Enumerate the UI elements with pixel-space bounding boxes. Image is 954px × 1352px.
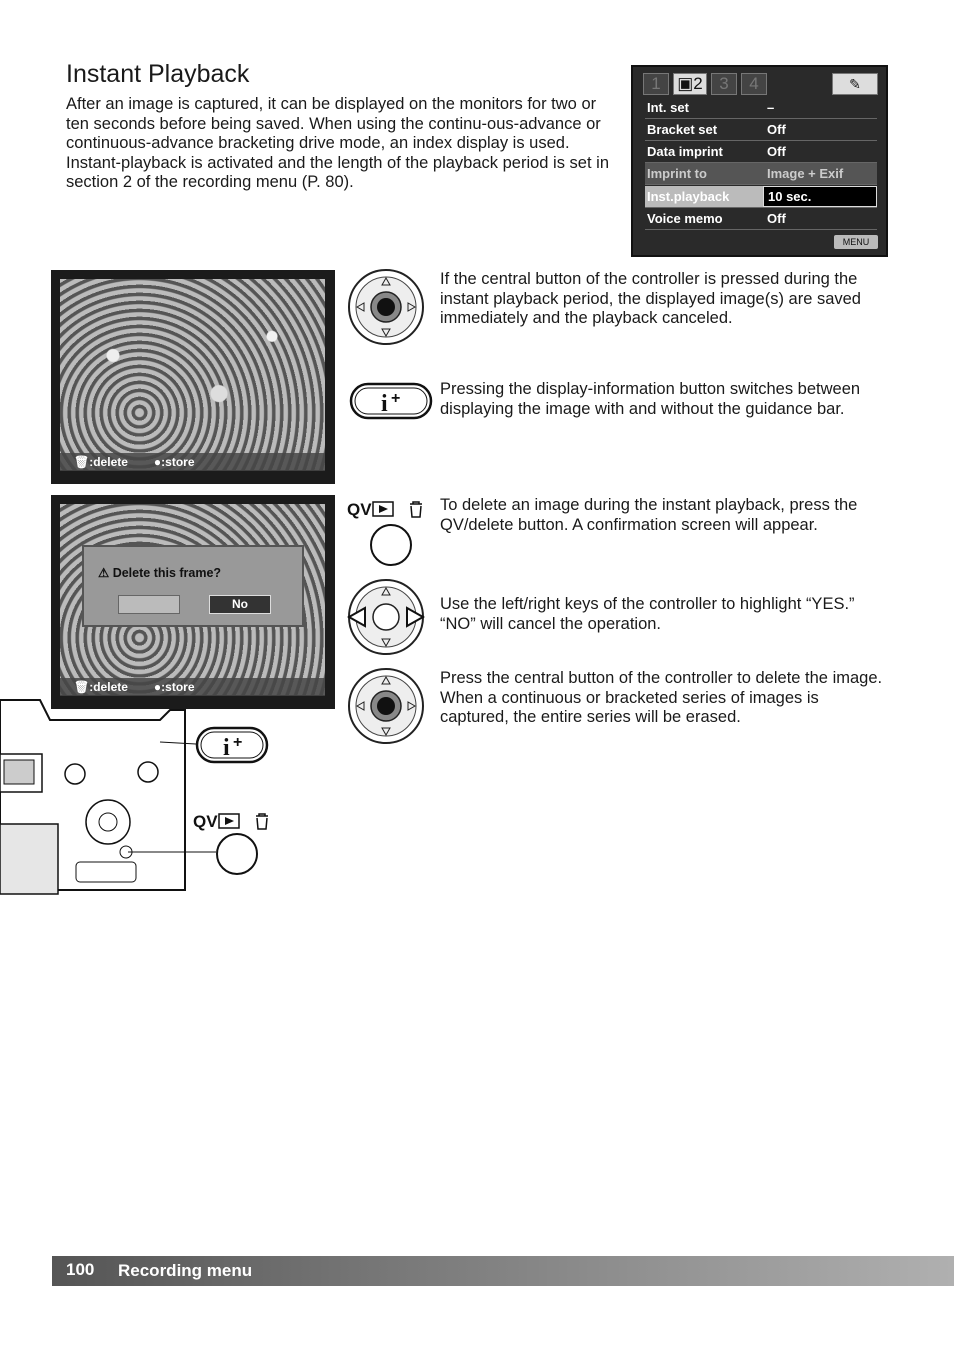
warning-icon: ⚠ bbox=[98, 566, 110, 580]
svg-text:i: i bbox=[381, 391, 388, 417]
instant-playback-preview bbox=[51, 270, 335, 484]
menu-row-voice-memo[interactable] bbox=[645, 208, 877, 230]
svg-text:i: i bbox=[223, 735, 230, 761]
delete-label: :delete bbox=[89, 455, 128, 469]
central-button-paragraph: If the central button of the controller is pressed during the instant playback period, the displayed image(s) are saved immediately and the playback canceled. bbox=[440, 270, 861, 327]
delete-label: :delete bbox=[89, 680, 128, 694]
menu-row-label: Int. set bbox=[647, 100, 689, 115]
no-button[interactable]: No bbox=[209, 595, 271, 614]
menu-tabs bbox=[643, 73, 878, 95]
info-button-icon bbox=[349, 382, 433, 420]
menu-tab-1[interactable]: 1 bbox=[643, 73, 669, 95]
menu-row-label: Voice memo bbox=[647, 211, 723, 226]
menu-row-bracket-set[interactable] bbox=[645, 119, 877, 141]
qv-delete-button-icon bbox=[193, 810, 279, 880]
page-footer bbox=[52, 1256, 954, 1286]
menu-tab-2-label: 2 bbox=[693, 74, 703, 93]
dialog-text: Delete this frame? bbox=[112, 566, 222, 580]
controller-left-right-icon bbox=[347, 578, 425, 656]
store-dot-icon: ● bbox=[153, 455, 162, 469]
menu-tab-2[interactable] bbox=[673, 73, 707, 95]
menu-row-value: 10 sec. bbox=[763, 186, 877, 207]
qv-delete-button-icon bbox=[347, 498, 433, 568]
left-right-paragraph: Use the left/right keys of the controller to highlight “YES.” “NO” will cancel the operation. bbox=[440, 595, 855, 633]
svg-text:+: + bbox=[233, 734, 243, 751]
menu-row-value: Off bbox=[767, 211, 786, 226]
menu-row-int-set[interactable] bbox=[645, 97, 877, 119]
info-button-paragraph: Pressing the display-information button switches between displaying the image with and without the guidance bar. bbox=[440, 380, 861, 418]
camera-icon: ▣ bbox=[677, 74, 694, 93]
controller-center-icon bbox=[347, 667, 425, 745]
qv-label: QV bbox=[193, 812, 218, 831]
store-label: :store bbox=[161, 455, 195, 469]
menu-row-data-imprint[interactable] bbox=[645, 141, 877, 163]
info-button-icon bbox=[195, 726, 279, 764]
controller-center-icon bbox=[347, 268, 425, 346]
delete-dialog bbox=[82, 545, 304, 627]
store-label: :store bbox=[161, 680, 195, 694]
trash-icon: 🗑 bbox=[74, 680, 90, 694]
menu-tab-4[interactable]: 4 bbox=[741, 73, 767, 95]
menu-row-value: Image + Exif bbox=[767, 166, 844, 181]
menu-row-inst-playback[interactable] bbox=[645, 186, 877, 208]
delete-confirm-paragraph: Press the central button of the controller to delete the image. When a continuous or bracketed series of images is captured, the entire series will be erased. bbox=[440, 669, 883, 726]
menu-row-value: – bbox=[767, 100, 775, 115]
menu-row-imprint-to[interactable] bbox=[645, 163, 877, 185]
qv-label: QV bbox=[347, 500, 372, 519]
section-name: Recording menu bbox=[118, 1261, 253, 1280]
wrench-icon[interactable]: ✎ bbox=[832, 73, 878, 95]
dialog-message bbox=[98, 565, 221, 580]
menu-row-label: Data imprint bbox=[647, 144, 723, 159]
store-dot-icon: ● bbox=[153, 680, 162, 694]
svg-text:+: + bbox=[391, 390, 401, 407]
page-number: 100 bbox=[66, 1260, 95, 1279]
menu-row-label: Inst.playback bbox=[645, 186, 763, 207]
trash-icon: 🗑 bbox=[74, 455, 90, 469]
menu-tab-3[interactable]: 3 bbox=[711, 73, 737, 95]
guidance-bar bbox=[60, 453, 325, 471]
menu-row-label: Bracket set bbox=[647, 122, 718, 137]
recording-menu-screen bbox=[631, 65, 888, 257]
page-title: Instant Playback bbox=[66, 60, 250, 88]
yes-button[interactable] bbox=[118, 595, 180, 614]
delete-confirmation-preview bbox=[51, 495, 335, 709]
menu-row-label: Imprint to bbox=[647, 166, 707, 181]
intro-paragraph: After an image is captured, it can be displayed on the monitors for two or ten seconds before being saved. When using the continu-ous-advance or continuous-advance bracketing drive mode, an index display is used. Instant-playback is activated and the length of the playback period is set in section 2 of the recording menu (P. 80). bbox=[66, 95, 609, 191]
menu-button-icon: MENU bbox=[834, 235, 878, 249]
menu-row-value: Off bbox=[767, 144, 786, 159]
menu-row-value: Off bbox=[767, 122, 786, 137]
qv-delete-paragraph: To delete an image during the instant playback, press the QV/delete button. A confirmation screen will appear. bbox=[440, 496, 858, 534]
flower-photo bbox=[60, 279, 325, 470]
